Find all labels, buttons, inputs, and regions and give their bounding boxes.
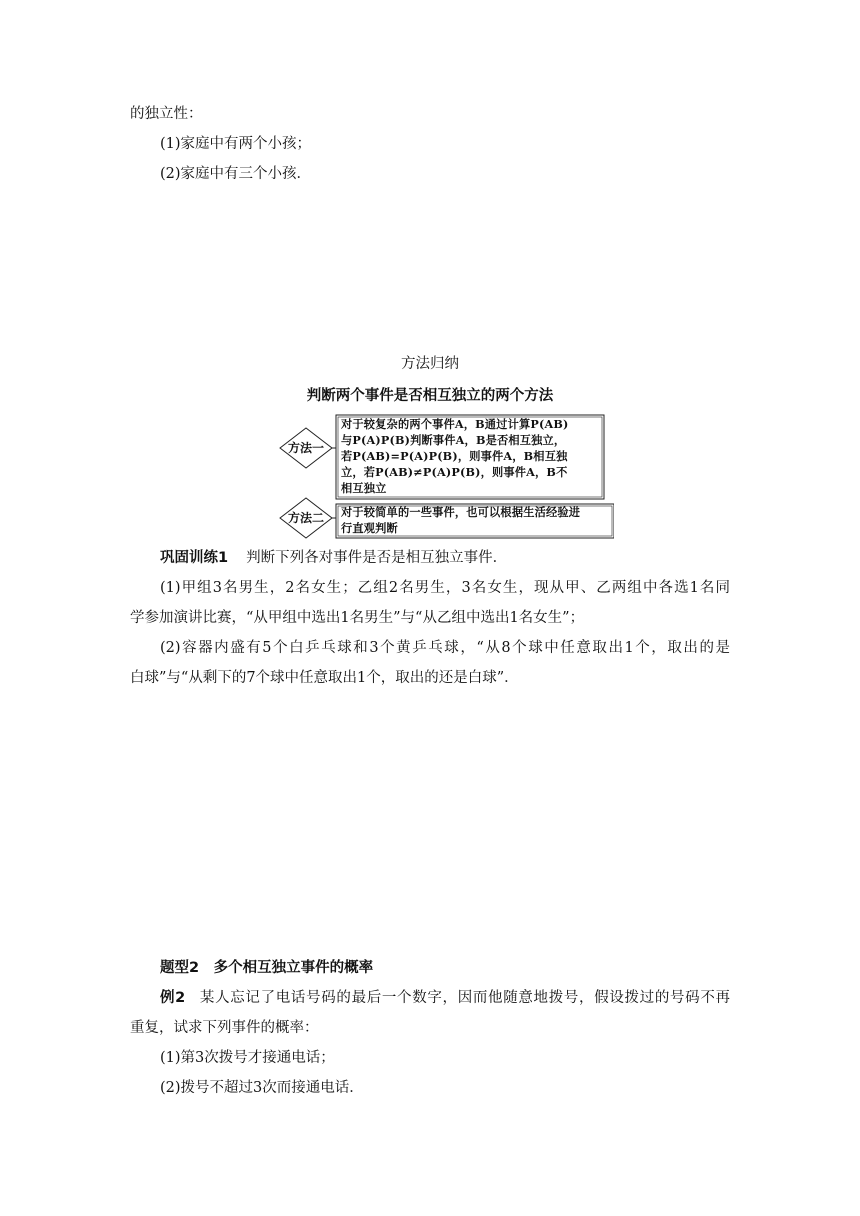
- method-summary-title: 方法归纳: [401, 356, 459, 372]
- example-2-line-2: 重复，试求下列事件的概率：: [130, 1020, 319, 1036]
- method-summary-subtitle: 判断两个事件是否相互独立的两个方法: [306, 388, 554, 404]
- example-2-item-2: (2)拨号不超过3次而接通电话．: [160, 1080, 364, 1096]
- method-2-line-2: 行直观判断: [341, 521, 398, 535]
- intro-item-2: (2)家庭中有三个小孩．: [160, 166, 312, 182]
- method-diagram: [278, 414, 614, 542]
- practice-q2-line-1: (2)容器内盛有5个白乒乓球和3个黄乒乓球，“从8个球中任意取出1个，取出的是: [160, 640, 730, 656]
- method-1-line-3: 若P(AB)=P(A)P(B)，则事件A，B相互独: [341, 449, 568, 463]
- example-2-label: 例2: [160, 990, 186, 1006]
- practice-q1-line-1: (1)甲组3名男生，2名女生；乙组2名男生，3名女生，现从甲、乙两组中各选1名同: [160, 580, 730, 596]
- method-2-label: 方法二: [287, 511, 324, 525]
- method-2-line-1: 对于较简单的一些事件，也可以根据生活经验进: [341, 505, 581, 519]
- practice-heading: [160, 548, 507, 568]
- method-1-line-1: 对于较复杂的两个事件A，B通过计算P(AB): [341, 417, 569, 431]
- method-1-line-4: 立，若P(AB)≠P(A)P(B)，则事件A，B不: [341, 465, 568, 479]
- example-2-text: 某人忘记了电话号码的最后一个数字，因而他随意地拨号，假设拨过的号码不再: [199, 990, 731, 1006]
- practice-label: 巩固训练1: [160, 550, 229, 566]
- example-2-line-1: [160, 988, 730, 1008]
- method-1-label: 方法一: [287, 441, 324, 455]
- practice-prompt: 判断下列各对事件是否是相互独立事件．: [246, 550, 508, 566]
- topic-2-heading: 题型2 多个相互独立事件的概率: [160, 960, 374, 976]
- practice-q1-line-2: 学参加演讲比赛，“从甲组中选出1名男生”与“从乙组中选出1名女生”；: [130, 610, 585, 626]
- intro-item-1: (1)家庭中有两个小孩；: [160, 136, 312, 152]
- example-2-item-1: (1)第3次拨号才接通电话；: [160, 1050, 335, 1066]
- method-1-line-5: 相互独立: [341, 481, 387, 495]
- method-1-line-2: 与P(A)P(B)判断事件A，B是否相互独立，: [341, 433, 566, 447]
- intro-text: 的独立性：: [130, 106, 203, 122]
- practice-q2-line-2: 白球”与“从剩下的7个球中任意取出1个，取出的还是白球”．: [130, 670, 519, 686]
